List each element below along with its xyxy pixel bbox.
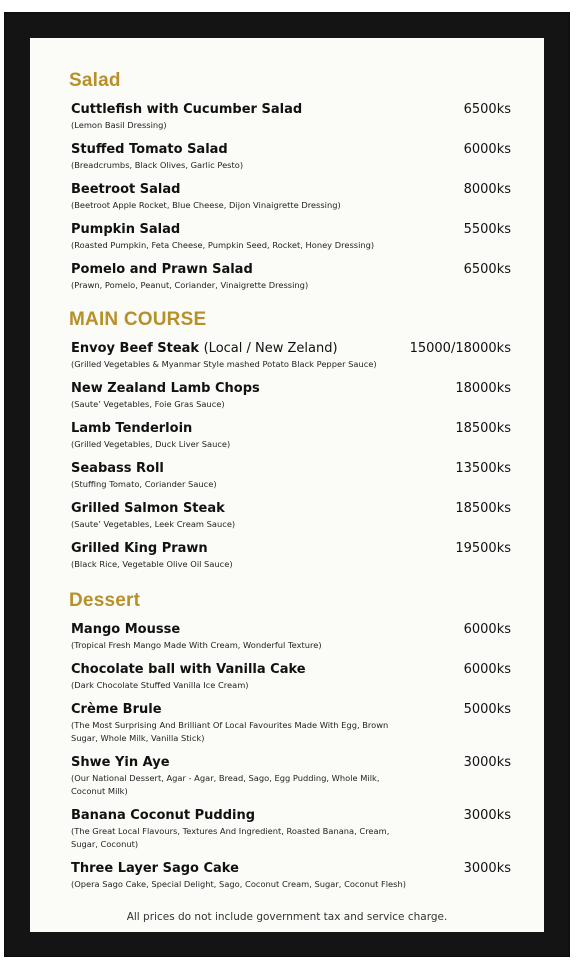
- item-name: Pumpkin Salad: [71, 222, 181, 237]
- item-name: Pomelo and Prawn Salad: [71, 262, 253, 277]
- item-price: 3000ks: [463, 861, 511, 876]
- item-price: 18000ks: [455, 381, 511, 396]
- item-name: Beetroot Salad: [71, 182, 181, 197]
- item-description: (Black Rice, Vegetable Olive Oil Sauce): [71, 559, 233, 569]
- item-name: Seabass Roll: [71, 461, 164, 476]
- item-price: 6000ks: [463, 662, 511, 677]
- item-description: (Grilled Vegetables, Duck Liver Sauce): [71, 439, 231, 449]
- item-description: (Roasted Pumpkin, Feta Cheese, Pumpkin Seed, Rocket, Honey Dressing): [71, 240, 375, 250]
- item-description: (Prawn, Pomelo, Peanut, Coriander, Vinaigrette Dressing): [71, 280, 309, 290]
- menu-item: [71, 808, 511, 851]
- item-description: (Grilled Vegetables & Myanmar Style mashed Potato Black Pepper Sauce): [71, 359, 377, 369]
- item-price: 6500ks: [463, 102, 511, 117]
- menu-frame: [4, 12, 570, 957]
- item-description: (Breadcrumbs, Black Olives, Garlic Pesto): [71, 160, 244, 170]
- menu-item: [71, 262, 511, 292]
- menu-item: [71, 755, 511, 798]
- item-price: 3000ks: [463, 808, 511, 823]
- menu-item: [71, 142, 511, 172]
- item-name: Banana Coconut Pudding: [71, 808, 256, 823]
- item-description: (The Great Local Flavours, Textures And Ingredient, Roasted Banana, Cream, Sugar, Coconut): [71, 826, 390, 849]
- item-price: 15000/18000ks: [409, 341, 511, 356]
- item-name: Crème Brule: [71, 702, 162, 717]
- item-name-main: Envoy Beef Steak: [71, 341, 200, 356]
- menu-item: [71, 341, 511, 371]
- item-description: (Saute’ Vegetables, Leek Cream Sauce): [71, 519, 236, 529]
- menu-item: [71, 702, 511, 745]
- item-name: Stuffed Tomato Salad: [71, 142, 228, 157]
- section-title-salad: Salad: [69, 70, 121, 91]
- item-name: Three Layer Sago Cake: [71, 861, 239, 876]
- menu-item: [71, 182, 511, 212]
- item-name: New Zealand Lamb Chops: [71, 381, 260, 396]
- item-description: (Opera Sago Cake, Special Delight, Sago, Coconut Cream, Sugar, Coconut Flesh): [71, 879, 406, 889]
- menu-item: [71, 622, 511, 652]
- item-name: Grilled King Prawn: [71, 541, 208, 556]
- price-disclaimer: All prices do not include government tax and service charge.: [126, 911, 448, 923]
- item-price: 6000ks: [463, 142, 511, 157]
- item-price: 3000ks: [463, 755, 511, 770]
- item-name-origin: (Local / New Zeland): [203, 341, 338, 356]
- item-description: (Tropical Fresh Mango Made With Cream, Wonderful Texture): [71, 640, 322, 650]
- item-name: Shwe Yin Aye: [71, 755, 170, 770]
- item-price: 18500ks: [455, 501, 511, 516]
- item-price: 18500ks: [455, 421, 511, 436]
- section-title-dessert: Dessert: [69, 590, 141, 611]
- menu-item: [71, 102, 511, 132]
- item-price: 19500ks: [455, 541, 511, 556]
- menu-item: [71, 662, 511, 692]
- item-price: 5500ks: [463, 222, 511, 237]
- item-price: 8000ks: [463, 182, 511, 197]
- item-price: 13500ks: [455, 461, 511, 476]
- item-price: 6500ks: [463, 262, 511, 277]
- menu-item: [71, 421, 511, 451]
- item-name: Mango Mousse: [71, 622, 181, 637]
- item-description: (Saute’ Vegetables, Foie Gras Sauce): [71, 399, 225, 409]
- menu-item: [71, 501, 511, 531]
- item-description: (Dark Chocolate Stuffed Vanilla Ice Cream): [71, 680, 249, 690]
- item-name: Lamb Tenderloin: [71, 421, 193, 436]
- menu-page: [30, 38, 544, 932]
- item-name: Chocolate ball with Vanilla Cake: [71, 662, 306, 677]
- item-description: (Beetroot Apple Rocket, Blue Cheese, Dijon Vinaigrette Dressing): [71, 200, 341, 210]
- menu-item: [71, 222, 511, 252]
- item-description: (Our National Dessert, Agar - Agar, Bread, Sago, Egg Pudding, Whole Milk, Coconut Milk): [71, 773, 380, 796]
- menu-item: [71, 541, 511, 571]
- menu-item: [71, 861, 511, 891]
- item-price: 6000ks: [463, 622, 511, 637]
- section-title-main-course: MAIN COURSE: [69, 309, 207, 330]
- item-description: (The Most Surprising And Brilliant Of Local Favourites Made With Egg, Brown Sugar, Whole Milk, Vanilla Stick): [71, 720, 389, 743]
- item-description: (Lemon Basil Dressing): [71, 120, 167, 130]
- menu-item: [71, 461, 511, 491]
- item-name: Cuttlefish with Cucumber Salad: [71, 102, 303, 117]
- menu-item: [71, 381, 511, 411]
- item-description: (Stuffing Tomato, Coriander Sauce): [71, 479, 217, 489]
- item-price: 5000ks: [463, 702, 511, 717]
- item-name: Grilled Salmon Steak: [71, 501, 225, 516]
